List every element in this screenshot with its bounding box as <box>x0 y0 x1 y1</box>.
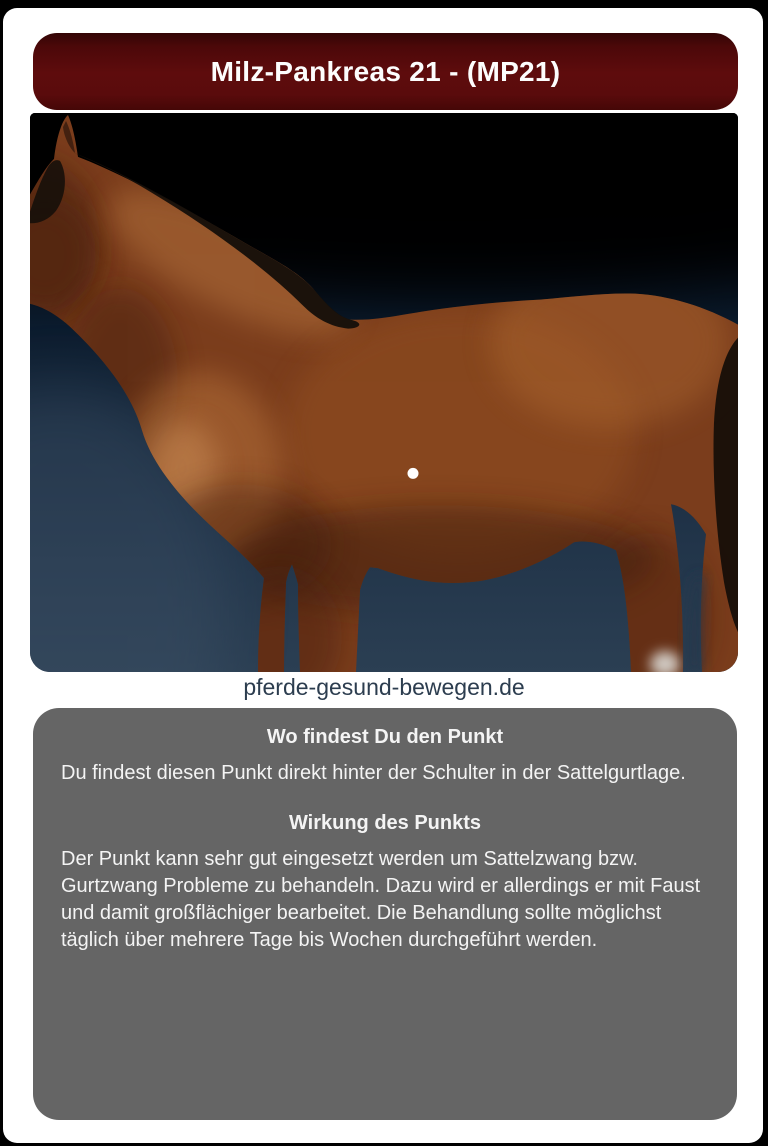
info-box <box>33 708 737 1120</box>
section-heading-location: Wo findest Du den Punkt <box>266 726 504 748</box>
section-body-location: Du findest diesen Punkt direkt hinter der Schulter in der Sattelgurtlage. <box>61 762 686 784</box>
card-header <box>33 33 738 110</box>
page-title: Milz-Pankreas 21 - (MP21) <box>210 55 561 87</box>
website-url: pferde-gesund-bewegen.de <box>243 674 525 700</box>
section-heading-effect: Wirkung des Punkts <box>288 812 482 834</box>
horse-illustration <box>30 113 738 672</box>
horse-image <box>30 113 738 672</box>
section-body-effect: Der Punkt kann sehr gut eingesetzt werden um Sattelzwang bzw. Gurtzwang Probleme zu behandeln. Dazu wird er allerdings er mit Faust und damit großflächiger bearbeitet. Die Behandlung sollte möglichst täglich über mehrere Tage bis Wochen durchgeführt werden. <box>61 848 701 951</box>
acupoint-marker <box>408 468 419 479</box>
